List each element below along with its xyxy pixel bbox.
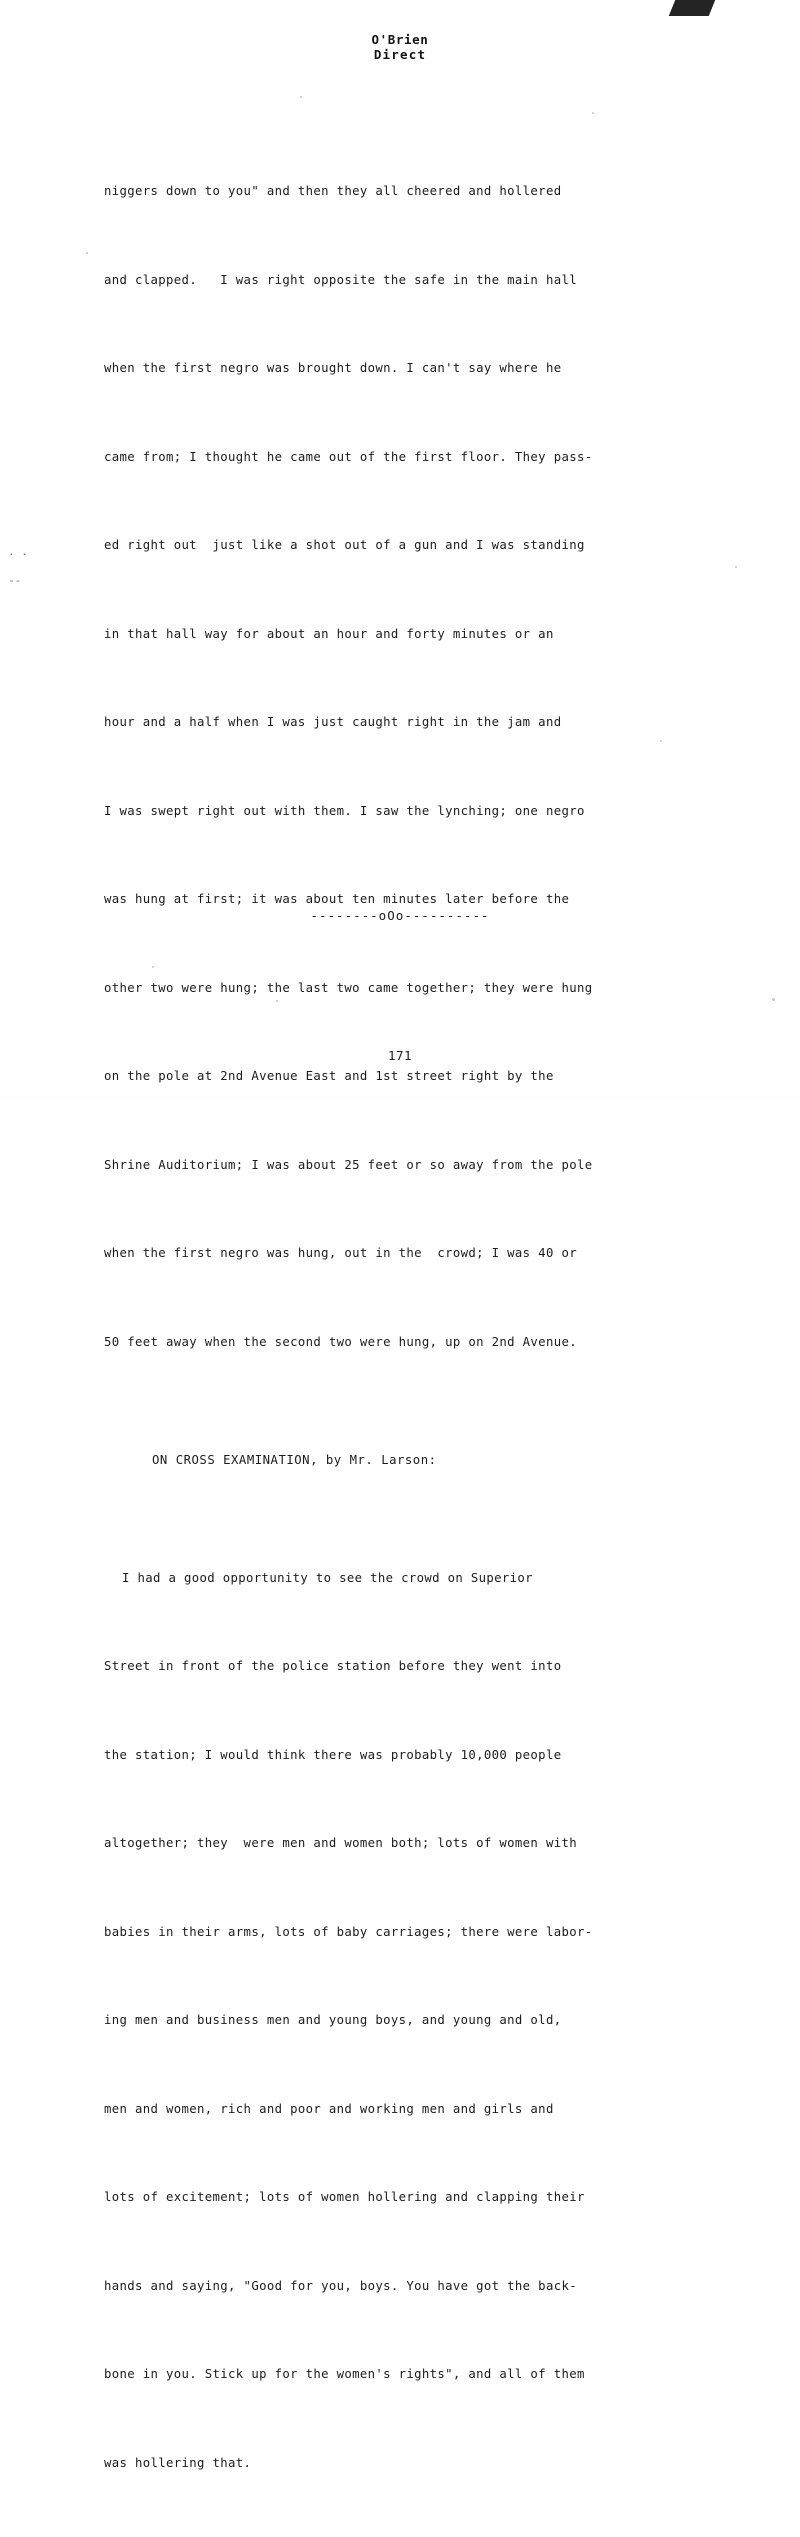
body-line: Street in front of the police station before they went into [104,1659,562,1673]
body-line: in that hall way for about an hour and forty minutes or an [104,626,554,641]
body-line: I was swept right out with them. I saw the lynching; one negro [104,803,585,818]
body-line: 50 feet away when the second two were hung, up on 2nd Avenue. [104,1334,577,1349]
body-line: I had a good opportunity to see the crowd on Superior [122,1570,533,1585]
body-line: Shrine Auditorium; I was about 25 feet or so away from the pole [104,1157,593,1172]
body-line: came from; I thought he came out of the first floor. They pass- [104,449,593,464]
body-line: when the first negro was hung, out in the crowd; I was 40 or [104,1246,577,1260]
body-line: was hung at first; it was about ten minutes later before the [104,892,570,906]
section-separator: --------oOo---------- [310,908,490,923]
body-line: the station; I would think there was probably 10,000 people [104,1747,562,1762]
body-line: niggers down to you" and then they all cheered and hollered [104,184,562,198]
page-number: 171 [387,1048,413,1063]
header-examination-type: Direct [373,47,427,62]
body-line: on the pole at 2nd Avenue East and 1st street right by the [104,1069,554,1083]
margin-mark: · · [8,548,28,561]
header-witness-name: O'Brien [371,32,429,47]
body-line: ed right out just like a shot out of a gun and I was standing [104,538,585,552]
margin-mark: -- [8,574,22,587]
body-line: and clapped. I was right opposite the safe in the main hall [104,272,577,287]
body-line: ing men and business men and young boys, and young and old, [104,2013,562,2027]
cross-examination-heading: ON CROSS EXAMINATION, by Mr. Larson: [152,1452,437,1467]
body-line: bone in you. Stick up for the women's rights", and all of them [104,2367,585,2381]
body-line: when the first negro was brought down. I can't say where he [104,361,562,375]
body-line: altogether; they were men and women both; lots of women with [104,1836,577,1850]
scan-speck [735,566,737,568]
scan-speck [86,252,88,254]
body-line: was hollering that. [104,2455,252,2470]
scan-speck [772,998,775,1001]
body-line: lots of excitement; lots of women hollering and clapping their [104,2190,585,2204]
scan-speck [300,96,302,98]
body-line: men and women, rich and poor and working men and girls and [104,2101,554,2116]
testimony-body [104,118,724,2537]
scan-speck [592,112,594,114]
body-line: other two were hung; the last two came together; they were hung [104,980,593,995]
page-header [0,32,800,62]
body-line: babies in their arms, lots of baby carriages; there were labor- [104,1924,593,1939]
scan-corner-mark [669,0,715,16]
body-line: hands and saying, "Good for you, boys. You have got the back- [104,2278,577,2293]
body-line: hour and a half when I was just caught right in the jam and [104,715,562,729]
